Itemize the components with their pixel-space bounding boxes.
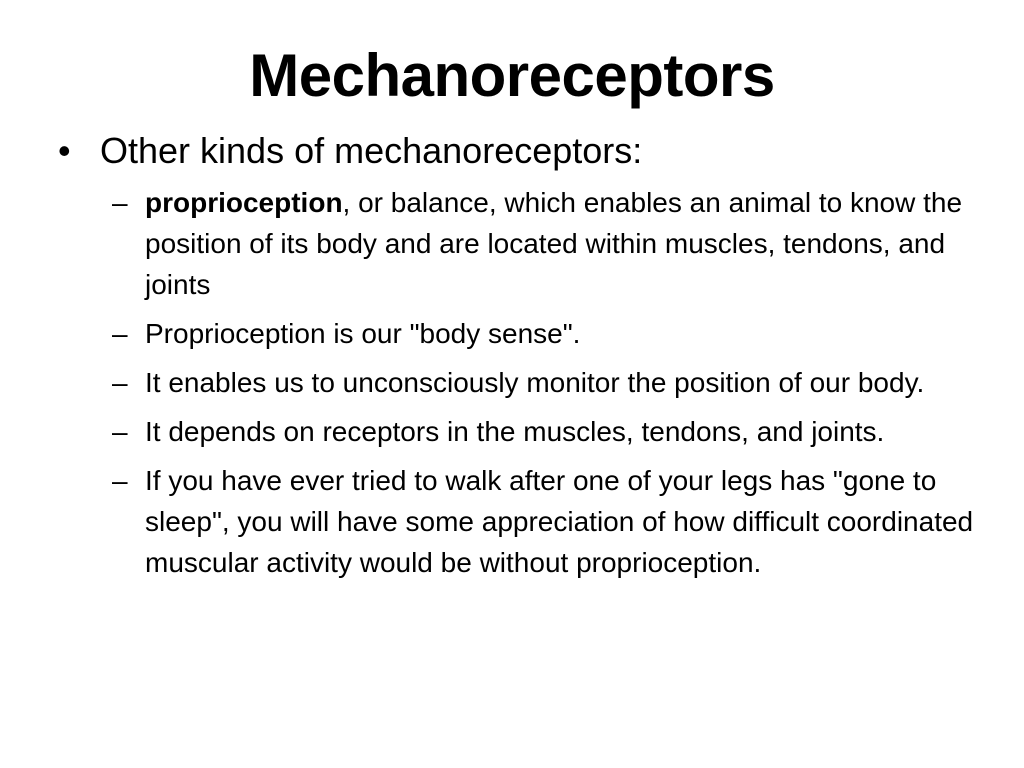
- dash-icon: –: [112, 187, 128, 218]
- dash-icon: –: [112, 367, 128, 398]
- bold-term: proprioception: [145, 187, 343, 218]
- main-bullet-point: [58, 129, 642, 173]
- sub-bullet-text: Proprioception is our "body sense".: [145, 318, 581, 349]
- dash-icon: –: [112, 416, 128, 447]
- sub-bullet-text: It depends on receptors in the muscles, tendons, and joints.: [145, 416, 885, 447]
- dash-icon: –: [112, 318, 128, 349]
- sub-bullet-item: [112, 182, 992, 305]
- slide-title: Mechanoreceptors: [249, 42, 775, 109]
- sub-bullet-item: [112, 313, 992, 354]
- sub-bullet-text: If you have ever tried to walk after one of your legs has "gone to sleep", you will have some appreciation of how difficult coordinated muscular activity would be without proprioception.: [145, 465, 974, 578]
- sub-bullet-item: [112, 362, 992, 403]
- sub-bullet-text: It enables us to unconsciously monitor the position of our body.: [145, 367, 925, 398]
- bullet-icon: •: [58, 130, 71, 171]
- main-bullet-text: Other kinds of mechanoreceptors:: [100, 130, 643, 171]
- sub-bullet-body: , or balance, which enables an animal to know the position of its body and are located within muscles, tendons, and joints: [145, 187, 963, 300]
- sub-bullet-text: [145, 182, 992, 305]
- sub-bullet-item: [112, 460, 992, 583]
- sub-bullet-item: [112, 411, 992, 452]
- dash-icon: –: [112, 465, 128, 496]
- sub-bullet-list: [112, 182, 992, 591]
